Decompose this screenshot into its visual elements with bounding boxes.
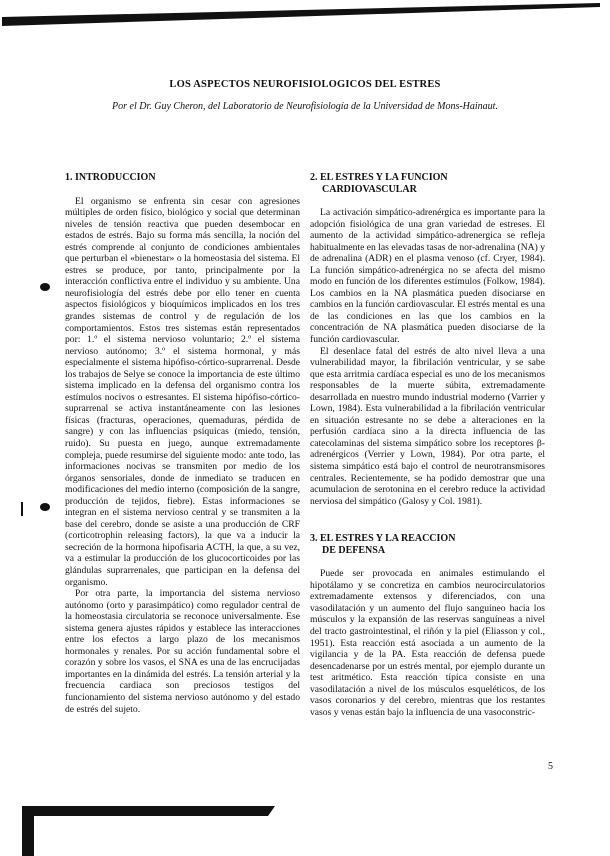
margin-bullet-mark (40, 503, 50, 511)
section-heading-cardiovascular (310, 172, 545, 195)
bottom-scan-border (0, 770, 280, 856)
heading-line: 3. EL ESTRES Y LA REACCION (310, 533, 456, 545)
heading-line: DE DEFENSA (322, 544, 386, 556)
article-byline: Por el Dr. Guy Cheron, del Laboratorio de Neurofisiología de la Universidad de Mons-Hainaut. (112, 101, 498, 112)
margin-tick-mark (21, 502, 23, 516)
heading-line: CARDIOVASCULAR (322, 183, 417, 195)
heading-line: 2. EL ESTRES Y LA FUNCION (310, 172, 448, 183)
section-heading-defensa (310, 533, 545, 556)
article-title: LOS ASPECTOS NEUROFISIOLOGICOS DEL ESTRES (169, 79, 441, 90)
paragraph: Por otra parte, la importancia del sistema nervioso autónomo (orto y parasimpático) como regulador central de la homeostasia circulatoria se reconoce universalmente. Ese sistema genera ajustes rápidos y establece las interacciones entre los efectos a largo plazo de los mecanismos hormonales y renales. Por su acción fundamental sobre el corazón y sobre los vasos, el SNA es una de las encrucijadas importantes en la dinámida del estrés. La tensión arterial y la frecuencia cardiaca son preciosos testigos del funcionamiento del sistema nervioso autónomo y del estado de estrés del sujeto. (65, 588, 300, 715)
section-heading-introduccion: 1. INTRODUCCION (65, 172, 156, 183)
paragraph: El desenlace fatal del estrés de alto nivel lleva a una vulnerabilidad mayor, la fibrilación ventricular, y se sabe que esta arritmia cardíaca especial es uno de los mecanismos responsables de la muerte súbita, extremadamente desarrollada en nuestro mundo industrial moderno (Varrier y Lown, 1984). Esta vulnerabilidad a la fibrilación ventricular en situación estresante no se debe a alteraciones en la perfusión cardíaca sino a la directa influencia de las catecolaminas del sistema simpático sobre los receptores β-adrenérgicos (Verrier y Lown, 1984). Por otra parte, el sistema simpático está bajo el control de neurotransmisores centrales. Recientemente, se ha podido demostrar que una acumulacion de serotonina en el cerebro reduce la actividad nerviosa del simpático (Galosy y Col. 1981). (310, 345, 545, 507)
right-column (310, 172, 545, 718)
margin-bullet-mark (40, 283, 50, 291)
paragraph: La activación simpático-adrenérgica es importante para la adopción fisiológica de una gran variedad de estreses. El aumento de la actividad simpático-adrenergica se refleja habitualmente en las elevadas tasas de nor-adrenalina (NA) y de adrenalina (ADR) en el plasma venoso (cf. Cryer, 1984). La función simpático-adrenérgica no se afecta del mismo modo en función de los diferentes estímulos (Folkow, 1984). Los cambios en la NA plasmática pueden disociarse en cambios en la función cardiovascular. El estrés mental es una de las condiciones en las que los cambios en la concentración de NA plasmática pueden disociarse de la función cardiovascular. (310, 207, 545, 346)
left-column (65, 172, 300, 715)
paragraph: Puede ser provocada en animales estimulando el hipotálamo y se concretiza en cambios neurocirculatorios extremadamente extensos y diferenciados, con una vasodilatación y un aumento del flujo sanguíneo hacia los músculos y la expansión de las reservas sanguíneas a nivel del tracto gastrointestinal, el riñón y la piel (Eliasson y col., 1951). Esta reacción está asociada a un aumento de la vigilancia y de la PA. Esta reacción de defensa puede desencadenarse por un estrés mental, por ejemplo durante un test aritmético. Esta reacción típica consiste en una vasodilatación a nivel de los músculos esqueléticos, de los vasos coronarios y del cerebro, mientras que los restantes vasos y venas están bajo la influencia de una vasoconstric- (310, 568, 545, 718)
page-number: 5 (548, 761, 553, 772)
paragraph: El organismo se enfrenta sin cesar con agresiones múltiples de orden físico, biológico y social que determinan niveles de tensión reactiva que pueden desembocar en estados de estrés. Bajo su forma más sencilla, la noción del estrés comprende al conjunto de condiciones ambientales que perturban el «bienestar» o la homeostasia del sistema. El estres se produce, por tanto, principalmente por la interacción conflictiva entre el individuo y su ambiente. Una neurofisiología del estrés debe por ello tener en cuenta aspectos fisiológicos y bioquímicos implicados en los tres grandes sistemas de control y de regulación de los comportamientos. Estos tres sistemas están representados por: 1.º el sistema nervioso voluntario; 2.º el sistema nervioso autónomo; 3.º el sistema hormonal, y más especialmente el sistema hipófiso-córtico-suprarrenal. Desde los trabajos de Selye se conoce la importancia de este último sistema implicado en la defensa del organismo contra los estímulos nocivos o estresantes. El sistema hipófiso-córtico-suprarrenal se activa instantáneamente con las lesiones físicas (fracturas, operaciones, quemaduras, pérdida de sangre) y con las influencias psíquicas (miedo, tensión, ruido). Su puesta en juego, aunque extremadamente compleja, puede resumirse del siguiente modo: ante todo, las informaciones nocivas se transmiten por medio de los órganos sensoriales, donde de inmediato se traducen en modificaciones del medio interno (composición de la sangre, producción de tejidos, fiebre). Estas informaciones se integran en el sistema nervioso central y se transmiten a la base del cerebro, donde se asiste a una producción de CRF (corticotrophin releasing factors), la que va a inducir la secreción de la hormona hipofisaria ACTH, la que, a su vez, va a estimular la producción de los glucocorticoides por las glándulas suprarrenales, que participan en la defensa del organismo. (65, 195, 300, 588)
top-scan-border (0, 0, 610, 30)
